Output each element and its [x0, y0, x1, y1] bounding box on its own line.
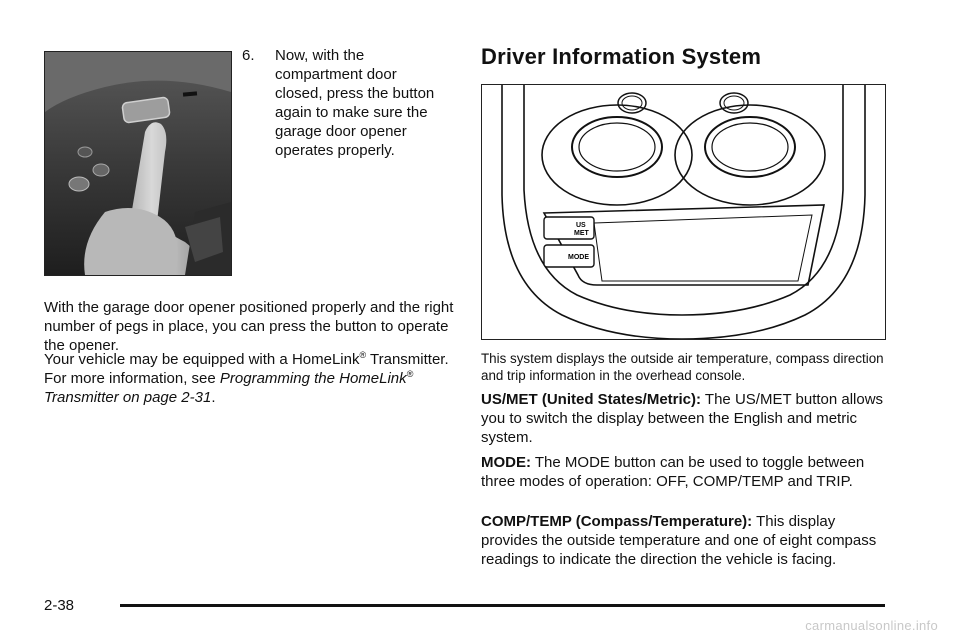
mode-term: MODE:: [481, 454, 531, 471]
us-met-description: [481, 390, 891, 447]
link-text-2: Transmitter on page 2-31: [44, 389, 212, 406]
finger-pressing-button-illustration: [45, 52, 231, 275]
mode-label: MODE: [568, 254, 589, 261]
homelink-text-1: Your vehicle may be equipped with a HomeLink: [44, 351, 360, 368]
homelink-text-end: .: [211, 389, 216, 406]
link-text-1: Programming the HomeLink: [219, 370, 407, 387]
homelink-text-2: Transmitter. For more information, see: [44, 351, 449, 387]
mode-description: [481, 453, 891, 491]
watermark: carmanualsonline.info: [805, 618, 938, 633]
us-met-desc: The US/MET button allows you to switch the display between the English and metric system.: [481, 391, 884, 446]
us-met-term: US/MET (United States/Metric):: [481, 391, 702, 408]
comp-temp-term: COMP/TEMP (Compass/Temperature):: [481, 513, 753, 530]
mode-desc: The MODE button can be used to toggle between three modes of operation: OFF, COMP/TEMP and TRIP.: [481, 454, 865, 490]
comp-temp-description: [481, 512, 891, 569]
met-label: MET: [574, 230, 589, 237]
garage-button-photo: [44, 51, 232, 276]
step-6: [242, 46, 447, 160]
step-text: Now, with the compartment door closed, press the button again to make sure the garage door opener operates properly.: [275, 47, 435, 159]
overhead-console-illustration: [482, 85, 885, 339]
homelink-paragraph: [44, 350, 454, 407]
section-heading: Driver Information System: [481, 44, 762, 69]
garage-opener-paragraph: With the garage door opener positioned properly and the right number of pegs in place, you can press the button to operate the opener.: [44, 299, 454, 354]
page-number: 2-38: [44, 597, 75, 614]
console-caption: This system displays the outside air temperature, compass direction and trip information in the overhead console.: [481, 351, 884, 383]
comp-temp-desc: This display provides the outside temperature and one of eight compass readings to indicate the direction the vehicle is facing.: [481, 513, 877, 568]
step-number: 6.: [242, 47, 255, 64]
registered-mark: ®: [359, 350, 367, 360]
us-label: US: [576, 222, 586, 229]
footer-rule: [120, 604, 885, 607]
link-registered-mark: ®: [406, 369, 414, 379]
overhead-console-diagram: [481, 84, 886, 340]
